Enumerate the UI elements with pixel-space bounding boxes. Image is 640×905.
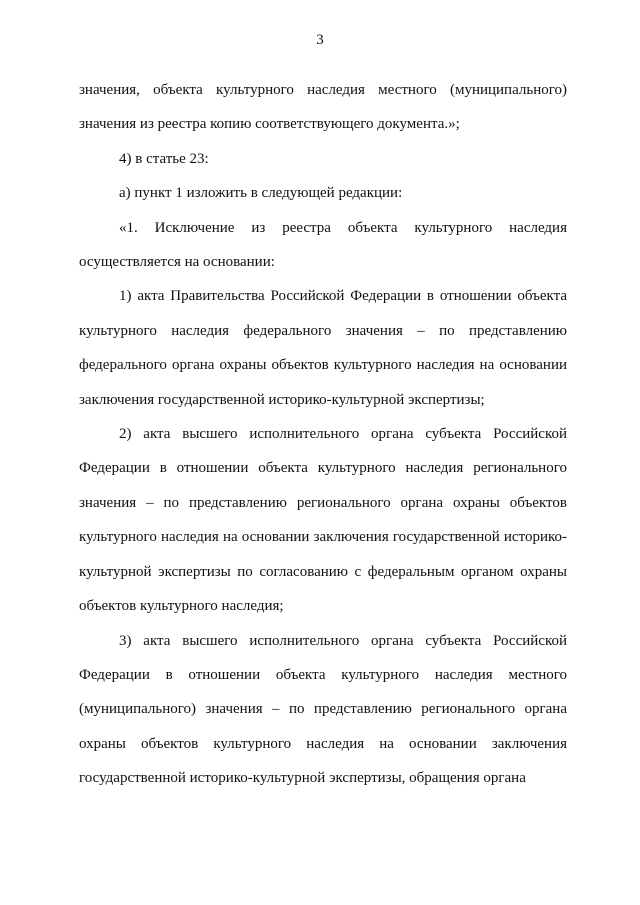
paragraph-point-1: 1) акта Правительства Российской Федерации в отношении объекта культурного наследия федерального значения – по представлению федерального органа охраны объектов культурного наследия на основании заключения государственной историко-культурной экспертизы; (79, 288, 567, 408)
document-body (79, 73, 567, 796)
paragraph-continuation: значения, объекта культурного наследия местного (муниципального) значения из реестра копию соответствующего документа.»; (79, 82, 567, 133)
paragraph-subitem-a: а) пункт 1 изложить в следующей редакции: (119, 185, 403, 202)
paragraph-item-4: 4) в статье 23: (119, 150, 209, 167)
paragraph-point-3: 3) акта высшего исполнительного органа субъекта Российской Федерации в отношении объекта культурного наследия местного (муниципального) значения – по представлению регионального органа охраны объектов культурного наследия на основании заключения государственной историко-культурной экспертизы, обращения органа (79, 632, 567, 787)
paragraph-point-2: 2) акта высшего исполнительного органа субъекта Российской Федерации в отношении объекта культурного наследия регионального значения – по представлению регионального органа охраны объектов культурного наследия на основании заключения государственной историко-культурной экспертизы по согласованию с федеральным органом охраны объектов культурного наследия; (79, 426, 567, 615)
page-number: 3 (316, 32, 324, 48)
paragraph-clause-1: «1. Исключение из реестра объекта культурного наследия осуществляется на основании: (79, 219, 567, 271)
